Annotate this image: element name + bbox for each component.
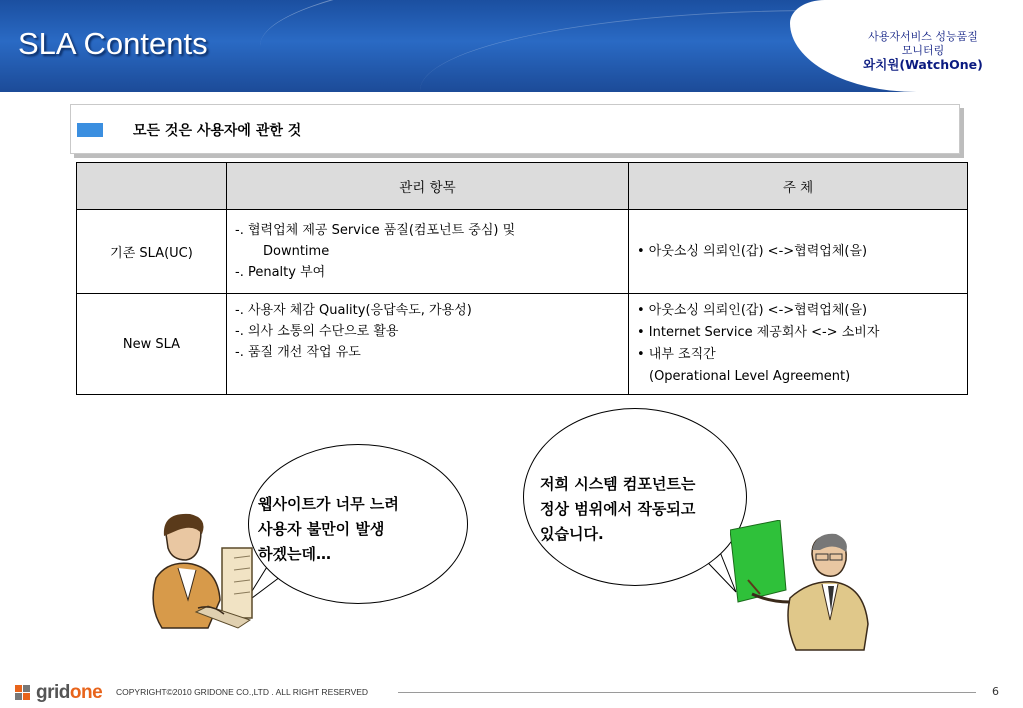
list-item: (Operational Level Agreement) [649, 369, 851, 384]
header-product-line-2: 모니터링 [901, 44, 945, 57]
page-number: 6 [992, 685, 999, 698]
copyright-text: COPYRIGHT©2010 GRIDONE CO.,LTD . ALL RIGHT RESERVED [116, 687, 369, 697]
row-subjects [629, 210, 968, 294]
list-item: -. Penalty 부여 [235, 265, 326, 280]
speech-line: 있습니다. [540, 525, 604, 543]
header-product-line-1: 사용자서비스 성능품질 [868, 30, 978, 43]
header-product-label [843, 30, 1003, 72]
row-label: New SLA [77, 294, 227, 395]
slide-title: SLA Contents [18, 26, 208, 61]
list-item: • Internet Service 제공회사 <-> 소비자 [637, 325, 880, 340]
list-item: -. 품질 개선 작업 유도 [235, 345, 361, 360]
list-item: -. 의사 소통의 수단으로 활용 [235, 324, 399, 339]
speech-text-right [540, 472, 695, 547]
bullet-square-icon [77, 123, 103, 137]
table-header-subject: 주 체 [629, 163, 968, 210]
presenter-illustration [730, 520, 880, 655]
speech-line: 웹사이트가 너무 느려 [258, 495, 399, 513]
speech-line: 저희 시스템 컴포넌트는 [540, 475, 696, 493]
list-item: -. 협력업체 제공 Service 품질(컴포넌트 중심) 및 [235, 223, 516, 238]
logo-one-text: one [69, 682, 103, 703]
list-item: Downtime [263, 244, 330, 259]
banner-text: 모든 것은 사용자에 관한 것 [133, 123, 302, 139]
speech-line: 정상 범위에서 작동되고 [540, 500, 696, 518]
table-header-row [77, 163, 968, 210]
row-items [227, 210, 629, 294]
list-item: • 내부 조직간 [637, 347, 716, 362]
section-banner [70, 104, 960, 154]
list-item: • 아웃소싱 의뢰인(갑) <->협력업체(을) [637, 303, 868, 318]
list-item: -. 사용자 체감 Quality(응답속도, 가용성) [235, 303, 472, 318]
table-row [77, 294, 968, 395]
sla-comparison-table [76, 162, 968, 395]
table-header-items: 관리 항목 [227, 163, 629, 210]
speech-line: 사용자 불만이 발생 [258, 520, 385, 538]
list-item: • 아웃소싱 의뢰인(갑) <->협력업체(을) [637, 243, 868, 259]
speech-text-left [258, 492, 399, 567]
row-label: 기존 SLA(UC) [77, 210, 227, 294]
gridone-logo-mark-icon [14, 684, 30, 700]
footer-divider [398, 692, 976, 693]
speech-line: 하겠는데… [258, 545, 331, 563]
user-at-computer-illustration [138, 508, 268, 658]
table-row [77, 210, 968, 294]
table-header-empty [77, 163, 227, 210]
gridone-logo [36, 682, 102, 704]
row-items [227, 294, 629, 395]
row-subjects [629, 294, 968, 395]
header-product-name: 와치원(WatchOne) [863, 57, 983, 72]
logo-grid-text: grid [36, 682, 70, 703]
